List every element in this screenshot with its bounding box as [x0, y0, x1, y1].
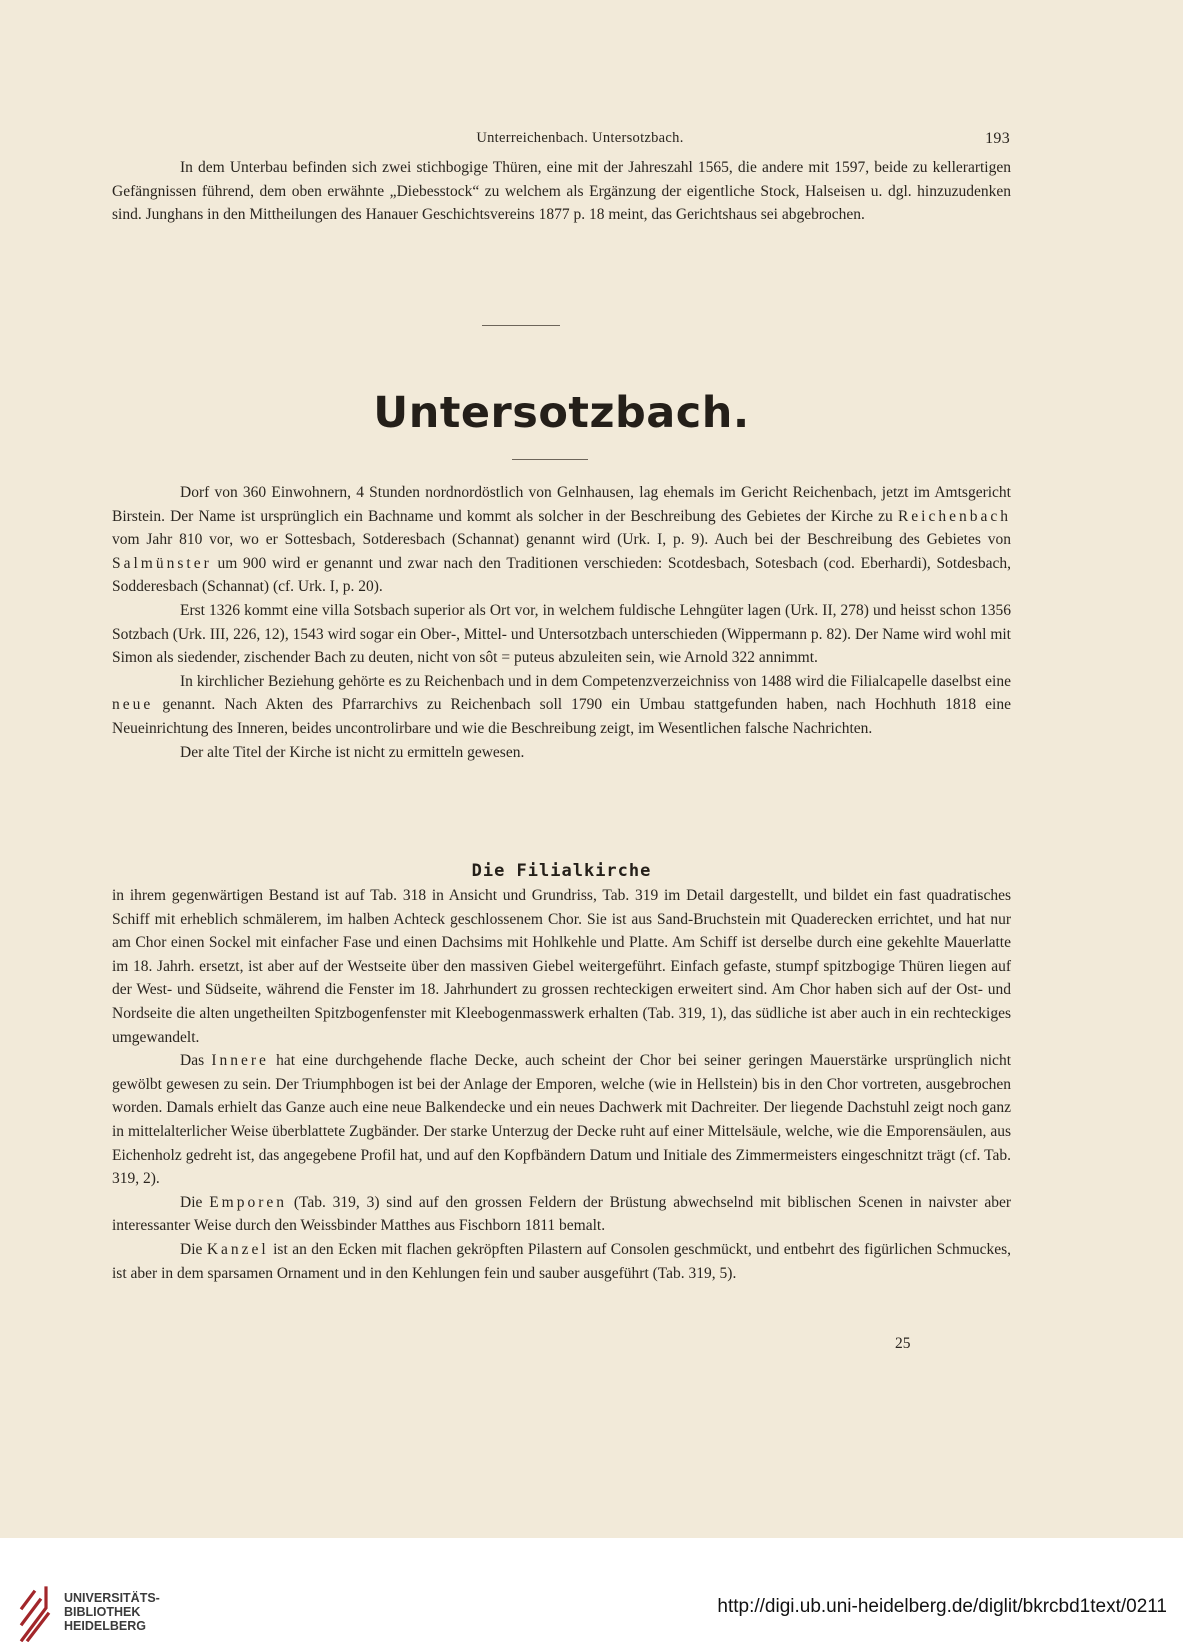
running-header — [110, 130, 1010, 147]
intro-text — [112, 156, 1011, 227]
text-run: Dorf von 360 Einwohnern, 4 Stunden nordnordöstlich von Gelnhausen, lag ehemals im Gericht Reichenbach, jetzt im Amtsgericht Birstein. Der Name ist ursprünglich ein Bachname und kommt als solcher in der Beschreibung des Gebietes der Kirche zu — [112, 484, 1011, 525]
spaced-term: Innere — [211, 1052, 269, 1070]
text-run: um 900 wird er genannt und zwar nach den Traditionen verschieden: Scotdesbach, Sotesbach (cod. Eberhardi), Sotdesbach, Sodderesbach (Schannat) (cf. Urk. I, p. 20). — [112, 554, 1011, 596]
title-rule-bottom — [512, 459, 588, 460]
signature-mark: 25 — [895, 1335, 911, 1352]
source-url-link[interactable]: http://digi.ub.uni-heidelberg.de/diglit/bkrcbd1text/0211 — [717, 1596, 1167, 1617]
logo-line: UNIVERSITÄTS- — [64, 1591, 160, 1605]
page-number: 193 — [985, 130, 1010, 147]
text-run: Das — [180, 1052, 212, 1070]
text-run: ist an den Ecken mit flachen gekröpften Pilastern auf Consolen geschmückt, und entbehrt des figürlichen Schmuckes, ist aber in dem sparsamen Ornament und in den Kehlungen fein und sauber ausgeführt (Tab. 319, 5). — [112, 1240, 1011, 1282]
text-run: genannt. Nach Akten des Pfarrarchivs zu Reichenbach soll 1790 ein Umbau stattgefunden haben, nach Hochhuth 1818 eine Neueinrichtung des Inneren, beides uncontrolirbare und wie die Beschreibung zeigt, im Wesentlichen falsche Nachrichten. — [112, 696, 1011, 737]
section-paragraph-2 — [112, 1049, 1011, 1191]
spaced-term: Salmünster — [112, 554, 212, 572]
logo-line: BIBLIOTHEK — [64, 1605, 141, 1619]
intro-paragraph: In dem Unterbau befinden sich zwei stichbogige Thüren, eine mit der Jahreszahl 1565, die andere mit 1597, beide zu kellerartigen Gefängnissen führend, dem oben erwähnte „Diebesstock“ zu welchem als Ergänzung der eigentliche Stock, Halseisen u. dgl. hinzuzudenken sind. Junghans in den Mittheilungen des Hanauer Geschichtsvereins 1877 p. 18 meint, das Gerichtshaus sei abgebrochen. — [112, 159, 1011, 224]
library-logo-text — [64, 1591, 160, 1633]
logo-line: HEIDELBERG — [64, 1619, 146, 1633]
logo-strokes — [22, 1588, 48, 1640]
body-paragraph-3 — [112, 670, 1011, 741]
section-paragraph-4 — [112, 1238, 1011, 1285]
body-paragraph-1 — [112, 481, 1011, 599]
text-run: Die — [180, 1193, 210, 1211]
body-text — [112, 481, 1011, 764]
text-run: (Tab. 319, 3) sind auf den grossen Feldern der Brüstung abwechselnd mit biblischen Scenen in naivster aber interessanter Weise durch den Weissbinder Matthes aus Fischborn 1811 bemalt. — [112, 1193, 1011, 1235]
body-paragraph-4: Der alte Titel der Kirche ist nicht zu ermitteln gewesen. — [180, 743, 525, 761]
spaced-term: Kanzel — [206, 1240, 269, 1258]
text-run: hat eine durchgehende flache Decke, auch scheint der Chor bei seiner geringen Mauerstärke ursprünglich nicht gewölbt gewesen zu sein. Der Triumphbogen ist bei der Anlage der Emporen, welche (wie in Hellstein) bis in den Chor vortreten, ausgebrochen worden. Damals erhielt das Ganze auch eine neue Balkendecke und ein neues Dachwerk mit Dachreiter. Der liegende Dachstuhl zeigt noch ganz in mittelalterlicher Weise überblattete Zugbänder. Der starke Unterzug der Decke ruht auf einer Mittelsäule, welche, wie die Emporensäulen, aus Eichenholz gedreht ist, das angegebene Profil hat, und auf den Kopfbändern Datum und Initiale des Zimmermeisters eingeschnitzt trägt (cf. Tab. 319, 2). — [112, 1052, 1011, 1188]
running-title: Unterreichenbach. Untersotzbach. — [476, 130, 684, 146]
library-logo-icon — [18, 1584, 52, 1642]
section-paragraph-3 — [112, 1191, 1011, 1238]
spaced-term: neue — [112, 696, 154, 714]
main-title: Untersotzbach. — [373, 388, 750, 438]
text-run: vom Jahr 810 vor, wo er Sottesbach, Sotderesbach (Schannat) genannt wird (Urk. I, p. 9). Auch bei der Beschreibung des Gebietes von — [112, 531, 1011, 549]
footer-bar — [0, 1538, 1183, 1652]
spaced-term: Emporen — [209, 1193, 288, 1211]
section-text — [112, 884, 1011, 1285]
section-title: Die Filialkirche — [471, 861, 652, 881]
text-run: In kirchlicher Beziehung gehörte es zu Reichenbach und in dem Competenzverzeichniss von 1488 wird die Filialcapelle daselbst eine — [180, 672, 1011, 690]
spaced-term: Reichenbach — [897, 507, 1011, 525]
body-paragraph-2: Erst 1326 kommt eine villa Sotsbach superior als Ort vor, in welchem fuldische Lehngüter lagen (Urk. II, 278) und heisst schon 1356 Sotzbach (Urk. III, 226, 12), 1543 wird sogar ein Ober-, Mittel- und Untersotzbach unterschieden (Wippermann p. 82). Der Name wird wohl mit Simon als siedender, zischender Bach zu deuten, nicht von sôt = puteus abzuleiten sein, wie Arnold 322 annimmt. — [112, 601, 1011, 667]
text-run: Die — [180, 1240, 207, 1258]
title-rule-top — [482, 325, 560, 326]
section-paragraph-1: in ihrem gegenwärtigen Bestand ist auf Tab. 318 in Ansicht und Grundriss, Tab. 319 im Detail dargestellt, und bildet ein fast quadratisches Schiff mit erheblich schmälerem, im halben Achteck geschlossenem Chor. Sie ist aus Sand-Bruchstein mit Quaderecken errichtet, und hat nur am Chor einen Sockel mit einfacher Fase und einen Dachsims mit Hohlkehle und Platte. Am Schiff ist derselbe durch eine gekehlte Mauerlatte im 18. Jahrh. ersetzt, ist aber auf der Westseite über den massiven Giebel weitergeführt. Einfach gefaste, stumpf spitzbogige Thüren liegen auf der West- und Südseite, während die Fenster im 18. Jahrhundert zu grossen rechteckigen erweitert sind. Am Chor haben sich auf der Ost- und Nordseite die alten ungetheilten Spitzbogenfenster mit Kleebogenmasswerk erhalten (Tab. 319, 1), das südliche ist aber auch in ein rechteckiges umgewandelt. — [112, 887, 1011, 1046]
